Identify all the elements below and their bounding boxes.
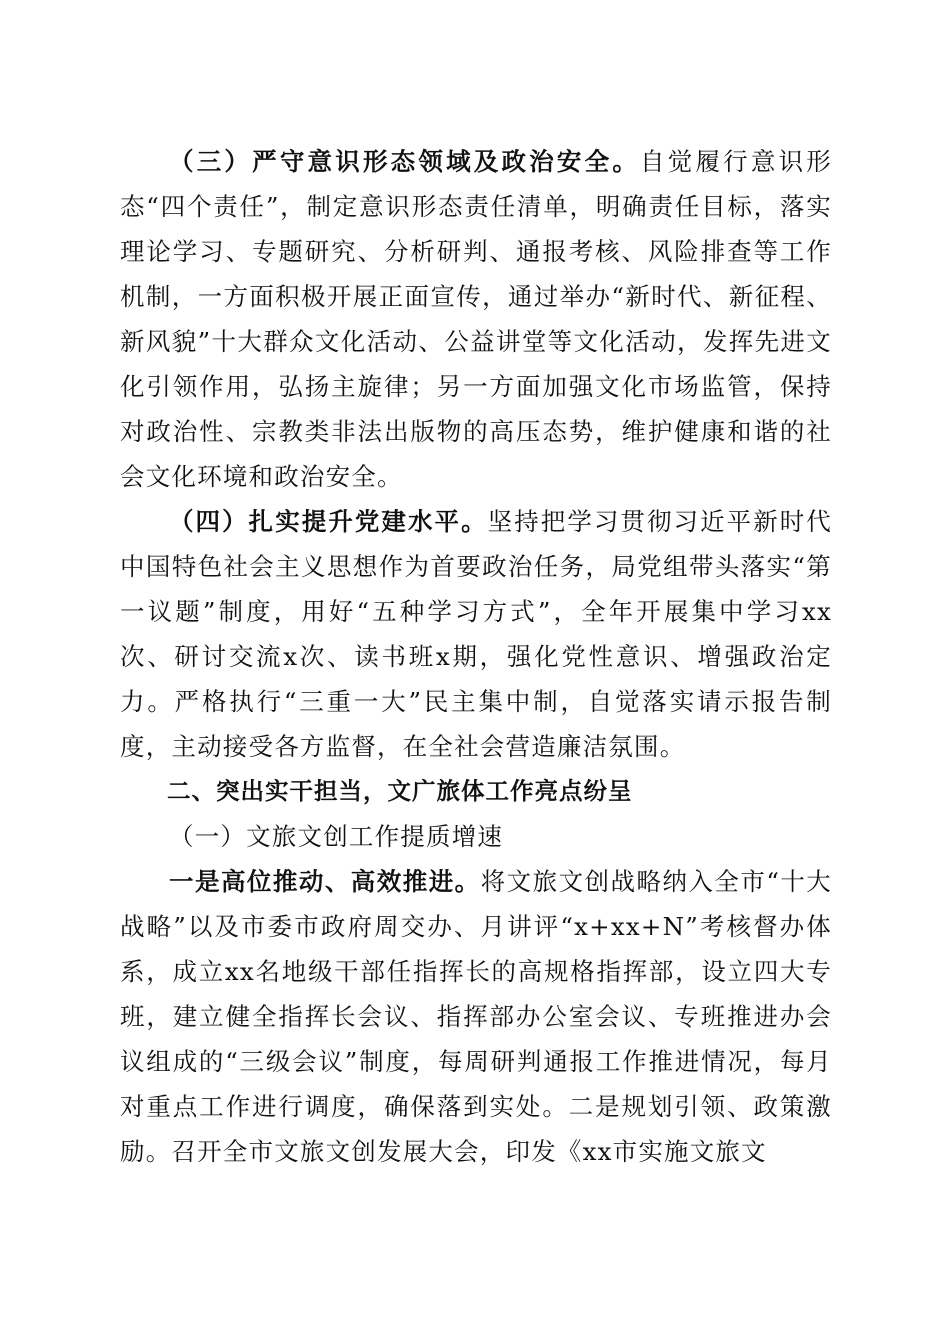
paragraph-cultural-tourism: [120, 859, 832, 1174]
document-page: [120, 139, 832, 1174]
paragraph-title: （四）扎实提升党建水平。: [169, 507, 488, 536]
paragraph-body: 自觉履行意识形态“四个责任”，制定意识形态责任清单，明确责任目标，落实理论学习、专题研究、分析研判、通报考核、风险排查等工作机制，一方面积极开展正面宣传，通过举办“新时代、新征程、新风貌”十大群众文化活动、公益讲堂等文化活动，发挥先进文化引领作用，弘扬主旋律；另一方面加强文化市场监管，保持对政治性、宗教类非法出版物的高压态势，维护健康和谐的社会文化环境和政治安全。: [120, 147, 832, 491]
paragraph-party-building: [120, 499, 832, 769]
paragraph-ideology-security: [120, 139, 832, 499]
paragraph-body: 坚持把学习贯彻习近平新时代中国特色社会主义思想作为首要政治任务，局党组带头落实“第一议题”制度，用好“五种学习方式”，全年开展集中学习xx次、研讨交流x次、读书班x期，强化党性意识、增强政治定力。严格执行“三重一大”民主集中制，自觉落实请示报告制度，主动接受各方监督，在全社会营造廉洁氛围。: [120, 507, 832, 761]
subsection-heading: （一）文旅文创工作提质增速: [169, 822, 504, 851]
paragraph-lead: 一是高位推动、高效推进。: [169, 867, 481, 896]
paragraph-title: （三）严守意识形态领域及政治安全。: [169, 147, 641, 176]
paragraph-body: 将文旅文创战略纳入全市“十大战略”以及市委市政府周交办、月讲评“x+xx+N”考核督办体系，成立xx名地级干部任指挥长的高规格指挥部，设立四大专班，建立健全指挥长会议、指挥部办公室会议、专班推进办会议组成的“三级会议”制度，每周研判通报工作推进情况，每月对重点工作进行调度，确保落到实处。二是规划引领、政策激励。召开全市文旅文创发展大会，印发《xx市实施文旅文: [120, 867, 832, 1166]
section-heading: 二、突出实干担当，文广旅体工作亮点纷呈: [167, 777, 633, 805]
